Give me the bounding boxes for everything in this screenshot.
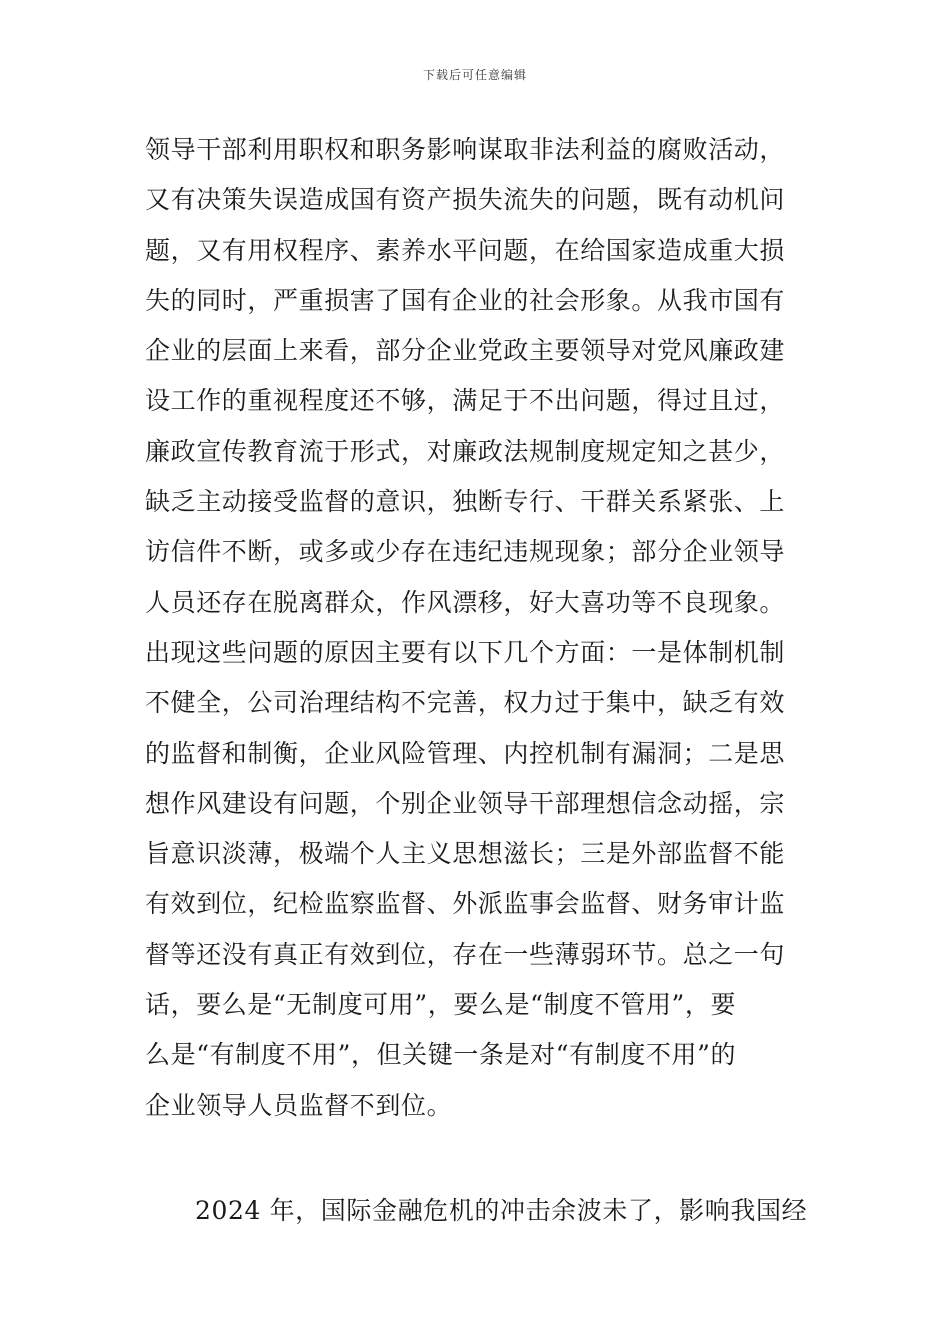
text-line: 人员还存在脱离群众，作风漂移，好大喜功等不良现象。 — [145, 587, 786, 617]
text-line: 不健全，公司治理结构不完善，权力过于集中，缺乏有效 — [145, 688, 786, 718]
body-text — [145, 125, 815, 1236]
header-note: 下载后可任意编辑 — [422, 68, 527, 82]
text-line: 出现这些问题的原因主要有以下几个方面：一是体制机制 — [145, 637, 786, 667]
text-line: 缺乏主动接受监督的意识，独断专行、干群关系紧张、上 — [145, 487, 786, 517]
text-line: 2024 年，国际金融危机的冲击余波未了，影响我国经 — [195, 1195, 808, 1225]
text-line: 企业领导人员监督不到位。 — [145, 1090, 453, 1120]
text-line: 题，又有用权程序、素养水平问题，在给国家造成重大损 — [145, 235, 786, 265]
text-line: 话，要么是“无制度可用”，要么是“制度不管用”，要 — [145, 990, 737, 1020]
text-line: 廉政宣传教育流于形式，对廉政法规制度规定知之甚少， — [145, 436, 786, 466]
text-line: 么是“有制度不用”，但关键一条是对“有制度不用”的 — [145, 1040, 737, 1070]
text-line: 的监督和制衡，企业风险管理、内控机制有漏洞；二是思 — [145, 738, 786, 768]
text-line: 企业的层面上来看，部分企业党政主要领导对党风廉政建 — [145, 336, 786, 366]
text-line: 访信件不断，或多或少存在违纪违规现象；部分企业领导 — [145, 537, 786, 567]
text-line: 有效到位，纪检监察监督、外派监事会监督、财务审计监 — [145, 889, 786, 919]
text-line: 设工作的重视程度还不够，满足于不出问题，得过且过， — [145, 386, 786, 416]
text-line: 领导干部利用职权和职务影响谋取非法利益的腐败活动， — [145, 135, 786, 164]
text-line: 想作风建设有问题，个别企业领导干部理想信念动摇，宗 — [145, 788, 786, 818]
text-line: 督等还没有真正有效到位，存在一些薄弱环节。总之一句 — [145, 939, 786, 969]
text-line: 又有决策失误造成国有资产损失流失的问题，既有动机问 — [145, 185, 786, 215]
text-line: 旨意识淡薄，极端个人主义思想滋长；三是外部监督不能 — [145, 839, 786, 869]
text-line: 失的同时，严重损害了国有企业的社会形象。从我市国有 — [145, 285, 786, 315]
paragraph-gap — [145, 1131, 815, 1186]
